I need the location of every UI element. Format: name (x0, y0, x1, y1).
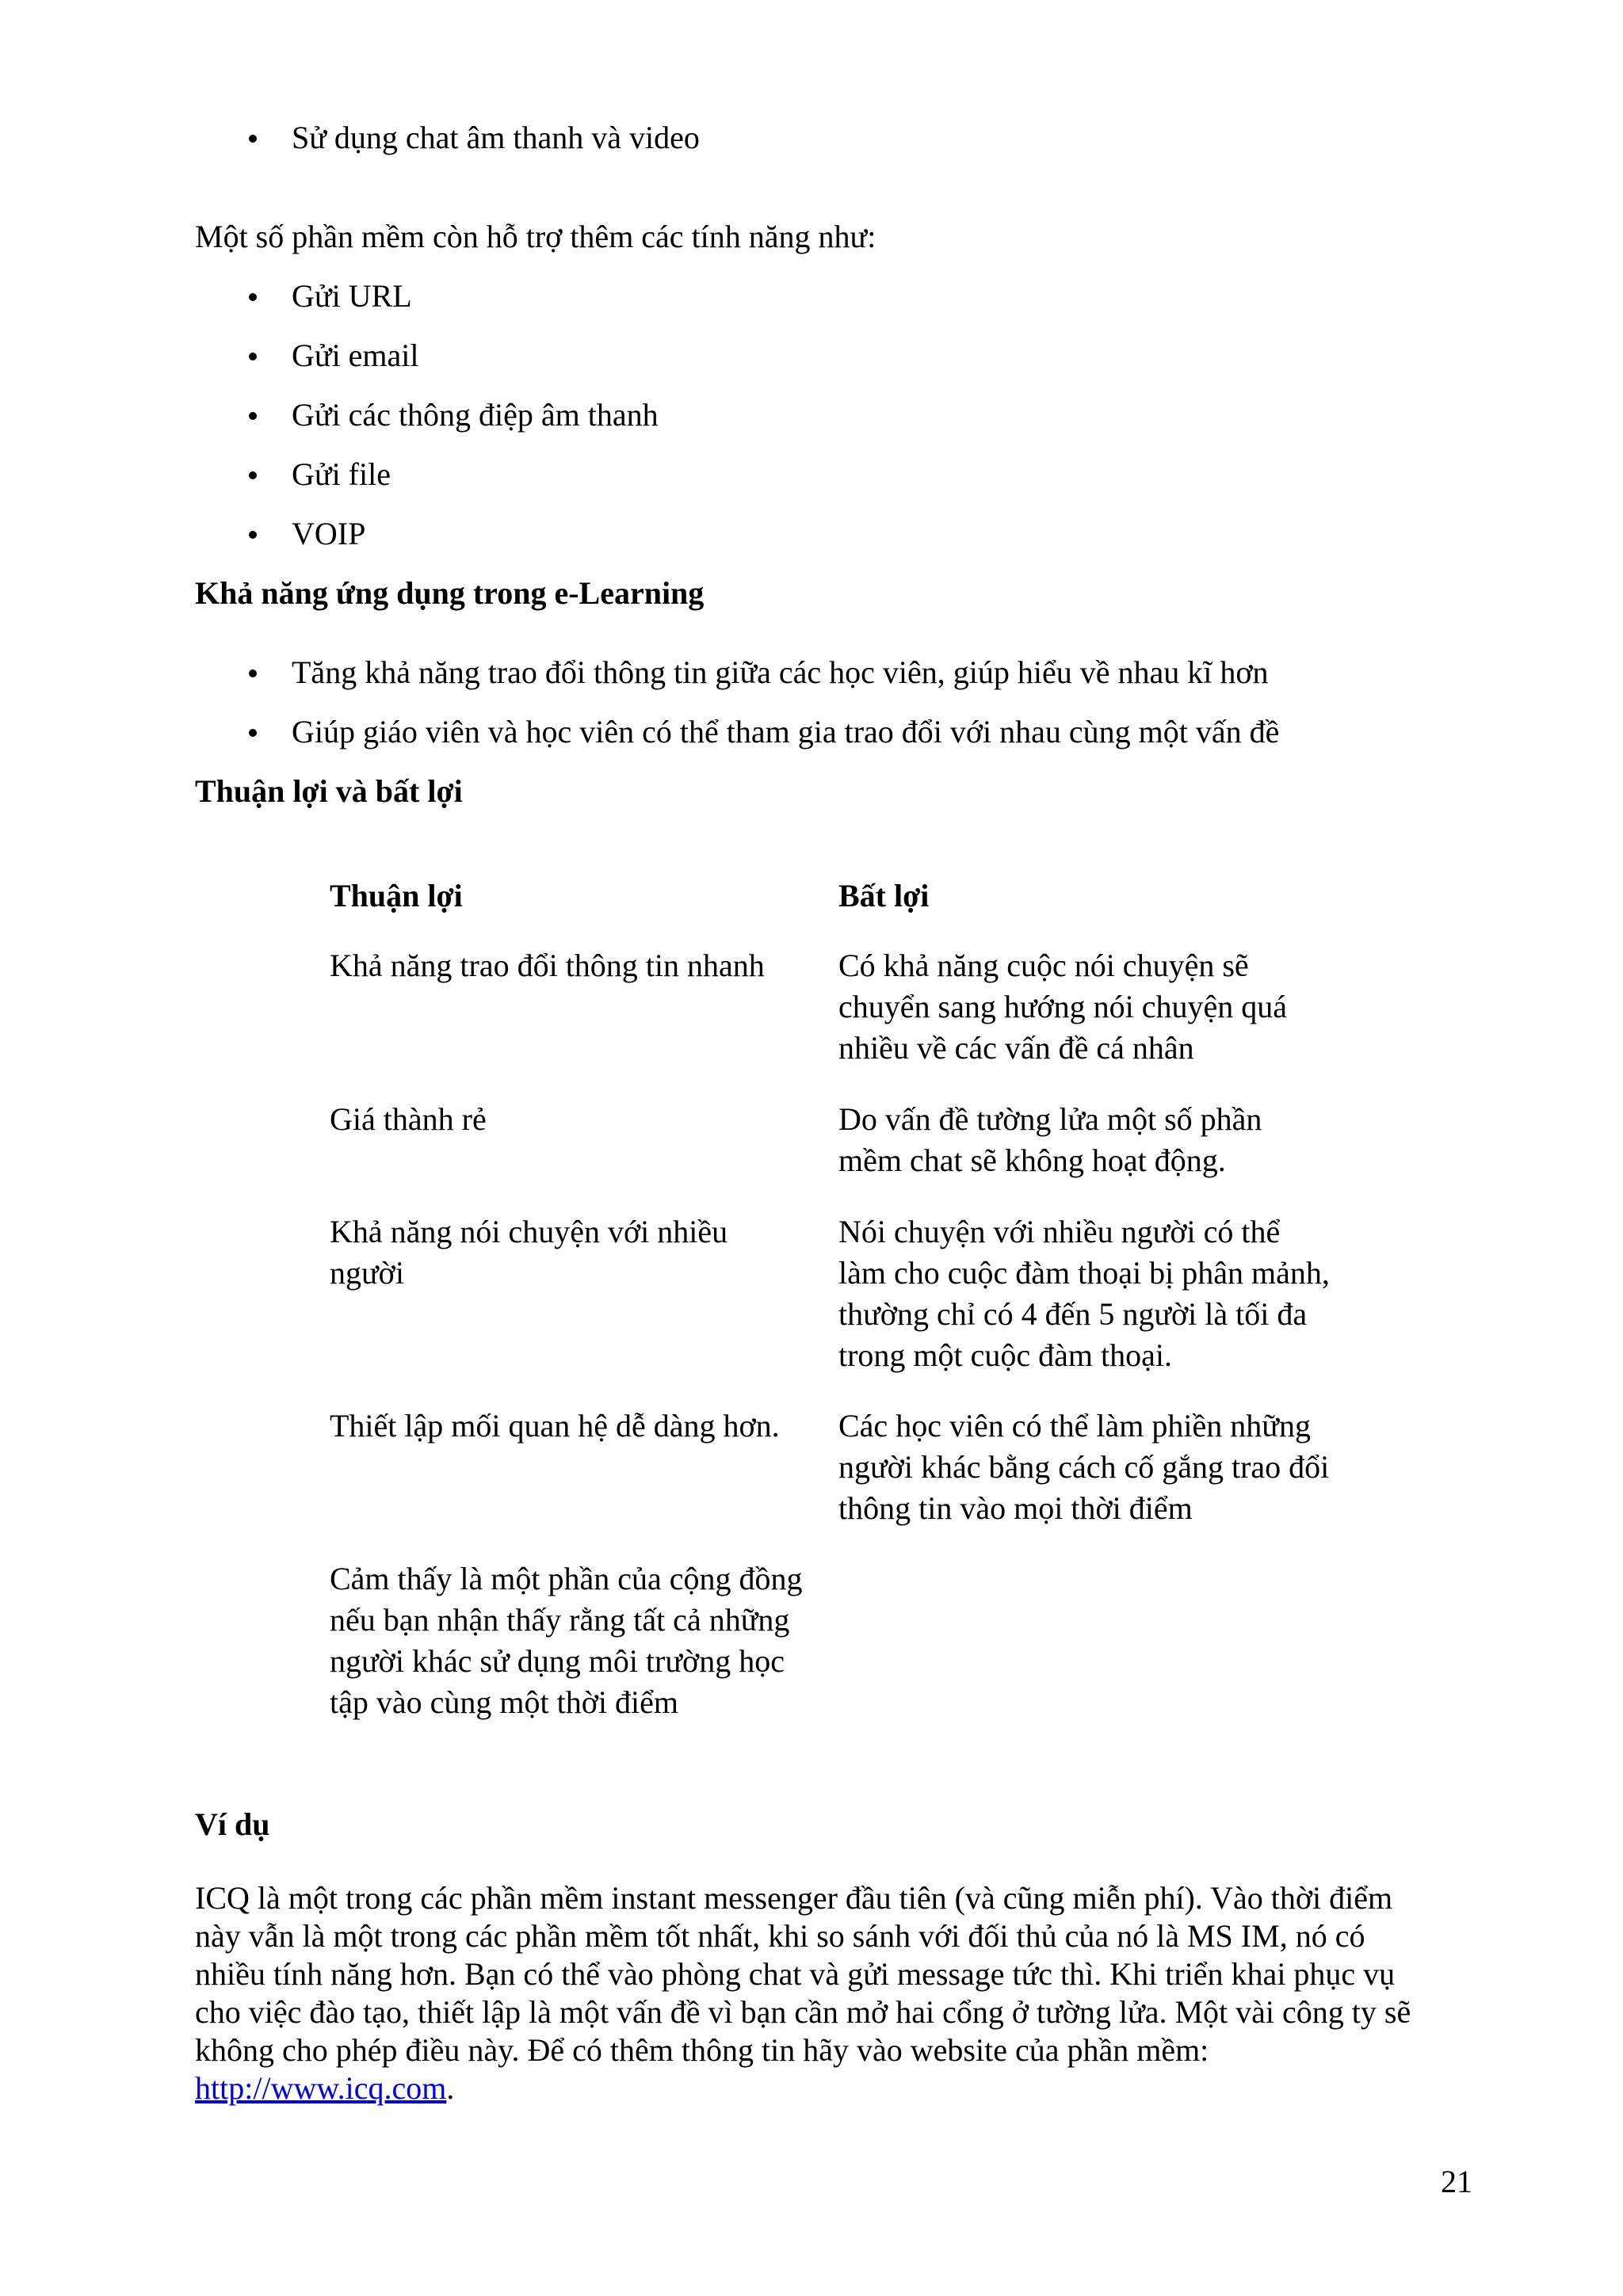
table-cell-pro (330, 1099, 837, 1140)
bullet-icon (249, 135, 257, 143)
list-item (292, 395, 659, 436)
list-item (292, 711, 1279, 753)
bullet-icon (249, 669, 257, 677)
cell-line: làm cho cuộc đàm thoại bị phân mảnh, (838, 1255, 1330, 1291)
table-cell-pro (330, 1405, 837, 1447)
table-header-pro (330, 875, 837, 917)
list-item-text: Gửi URL (292, 278, 412, 314)
list-item-text: Sử dụng chat âm thanh và video (292, 120, 700, 155)
cell-line: nếu bạn nhận thấy rằng tất cả những (330, 1602, 790, 1638)
list-item (292, 454, 391, 495)
cell-line: Giá thành rẻ (330, 1101, 487, 1137)
list-item-text: Gửi file (292, 456, 391, 492)
list-item-text: VOIP (292, 516, 366, 551)
cell-line: Cảm thấy là một phần của cộng đồng (330, 1561, 803, 1596)
section-heading-elearning: Khả năng ứng dụng trong e-Learning (195, 575, 705, 611)
cell-line: Có khả năng cuộc nói chuyện sẽ (838, 948, 1249, 983)
paragraph-line: không cho phép điều này. Để có thêm thông tin hãy vào website của phần mềm: (195, 2032, 1209, 2068)
cell-line: người khác sử dụng môi trường học (330, 1643, 785, 1679)
list-item (292, 276, 412, 317)
cell-line: Khả năng trao đổi thông tin nhanh (330, 948, 765, 983)
section-heading-example: Ví dụ (195, 1806, 270, 1842)
bullet-icon (249, 471, 257, 479)
bullet-icon (249, 412, 257, 420)
cell-line: tập vào cùng một thời điểm (330, 1684, 678, 1720)
list-item (292, 117, 700, 158)
table-cell-pro (330, 1558, 837, 1723)
cell-line: Do vấn đề tường lửa một số phần (838, 1101, 1262, 1137)
table-cell-pro (330, 1211, 837, 1294)
features-intro: Một số phần mềm còn hỗ trợ thêm các tính năng như: (195, 219, 876, 254)
paragraph-line: này vẫn là một trong các phần mềm tốt nhất, khi so sánh với đối thủ của nó là MS IM, nó có (195, 1918, 1365, 1954)
list-item (292, 652, 1269, 693)
header-text: Bất lợi (838, 878, 930, 913)
bullet-icon (249, 293, 257, 301)
cell-line: thường chỉ có 4 đến 5 người là tối đa (838, 1296, 1308, 1332)
cell-line: trong một cuộc đàm thoại. (838, 1337, 1173, 1373)
cell-line: nhiều về các vấn đề cá nhân (838, 1030, 1194, 1066)
list-item-text: Gửi email (292, 338, 419, 373)
paragraph-line: cho việc đào tạo, thiết lập là một vấn đề vì bạn cần mở hai cổng ở tường lửa. Một vài công ty sẽ (195, 1994, 1411, 2030)
list-item (292, 513, 365, 555)
paragraph-line: nhiều tính năng hơn. Bạn có thể vào phòng chat và gửi message tức thì. Khi triển khai phục vụ (195, 1956, 1396, 1992)
bullet-icon (249, 531, 257, 539)
cell-line: Các học viên có thể làm phiền những (838, 1408, 1311, 1444)
icq-website-link[interactable]: http://www.icq.com (195, 2070, 447, 2106)
page-number: 21 (1441, 2164, 1472, 2199)
paragraph-line: ICQ là một trong các phần mềm instant messenger đầu tiên (và cũng miễn phí). Vào thời điểm (195, 1880, 1393, 1916)
list-item-text: Giúp giáo viên và học viên có thể tham gia trao đổi với nhau cùng một vấn đề (292, 714, 1280, 749)
cell-line: thông tin vào mọi thời điểm (838, 1490, 1193, 1526)
list-item (292, 335, 419, 376)
table-cell-con (838, 1211, 1346, 1376)
cell-line: Nói chuyện với nhiều người có thể (838, 1214, 1281, 1249)
example-paragraph (195, 1879, 1495, 2107)
table-cell-con (838, 1099, 1346, 1181)
cell-line: Thiết lập mối quan hệ dễ dàng hơn. (330, 1408, 780, 1444)
bullet-icon (249, 729, 257, 737)
table-cell-pro (330, 945, 837, 986)
table-cell-con (838, 1405, 1346, 1529)
link-suffix: . (446, 2070, 455, 2106)
list-item-text: Tăng khả năng trao đổi thông tin giữa các học viên, giúp hiểu về nhau kĩ hơn (292, 654, 1269, 690)
cell-line: mềm chat sẽ không hoạt động. (838, 1142, 1226, 1178)
list-item-text: Gửi các thông điệp âm thanh (292, 397, 659, 433)
cell-line: người (330, 1255, 404, 1291)
header-text: Thuận lợi (330, 878, 463, 913)
cell-line: chuyển sang hướng nói chuyện quá (838, 989, 1288, 1024)
paragraph-line (195, 2069, 1495, 2107)
cell-line: Khả năng nói chuyện với nhiều (330, 1214, 728, 1249)
bullet-icon (249, 353, 257, 360)
table-header-con (838, 875, 1346, 917)
section-heading-pros-cons: Thuận lợi và bất lợi (195, 773, 463, 809)
cell-line: người khác bằng cách cố gắng trao đổi (838, 1449, 1330, 1485)
table-cell-con (838, 945, 1346, 1069)
